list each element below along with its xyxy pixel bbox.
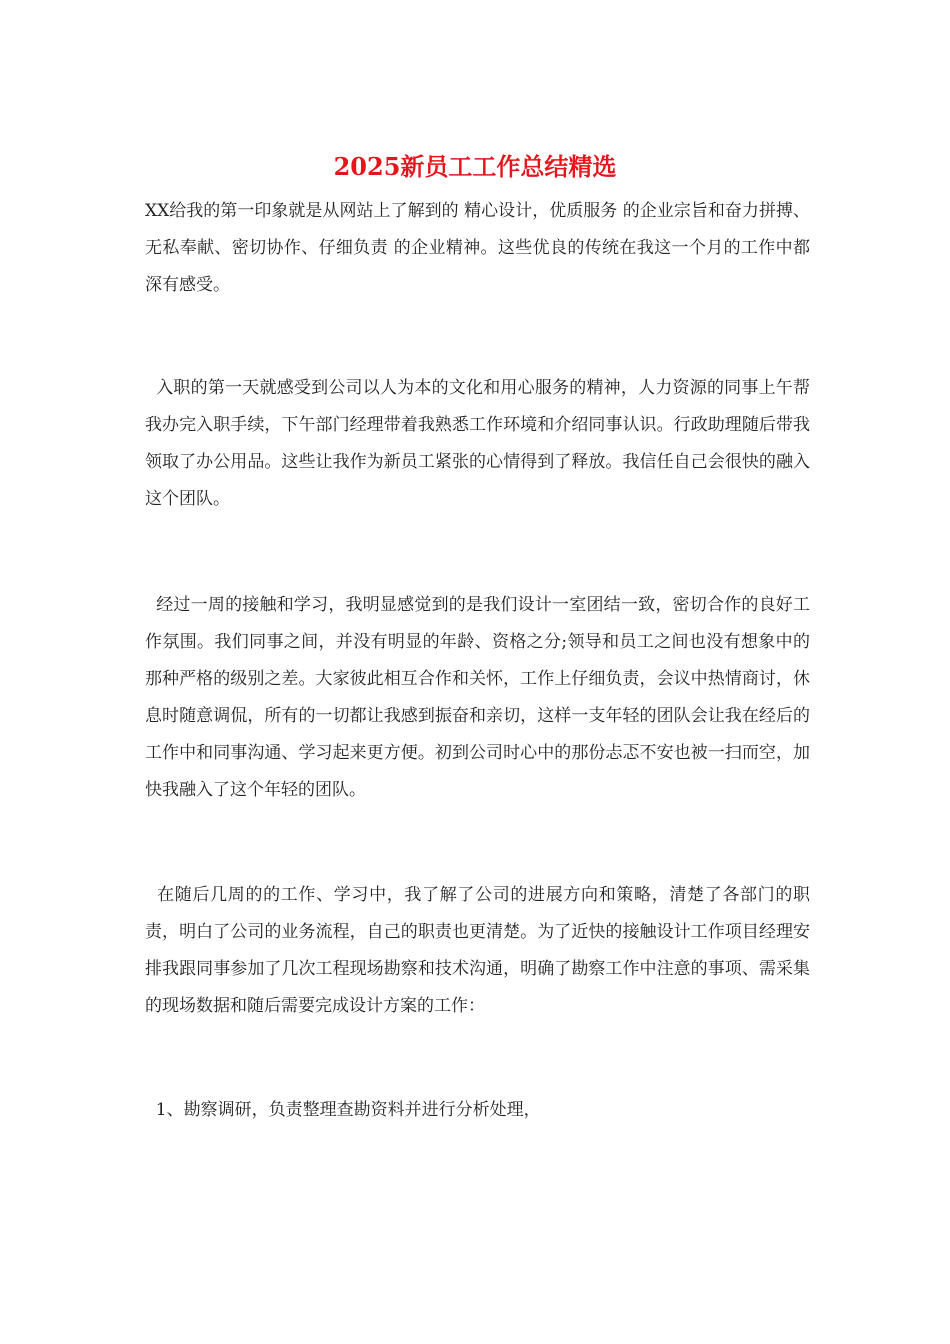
paragraph-list-item-1: 1、勘察调研，负责整理查勘资料并进行分析处理， <box>145 1100 541 1120</box>
paragraph-first-week: 经过一周的接触和学习，我明显感觉到的是我们设计一室团结一致，密切合作的良好工作氛围。我们同事之间，并没有明显的年龄、资格之分;领导和员工之间也没有想象中的那种严格的级别之差。大家彼此相互合作和关怀，工作上仔细负责，会议中热情商讨，休息时随意调侃，所有的一切都让我感到振奋和亲切，这样一支年轻的团队会让我在经后的工作中和同事沟通、学习起来更方便。初到公司时心中的那份忐忑不安也被一扫而空，加快我融入了这个年轻的团队。 <box>145 595 810 800</box>
paragraph-first-day: 入职的第一天就感受到公司以人为本的文化和用心服务的精神，人力资源的同事上午帮我办完入职手续，下午部门经理带着我熟悉工作环境和介绍同事认识。行政助理随后带我领取了办公用品。这些让我作为新员工紧张的心情得到了释放。我信任自己会很快的融入这个团队。 <box>145 378 810 509</box>
document-title: 2025新员工工作总结精选 <box>333 152 617 181</box>
paragraph-following-weeks: 在随后几周的的工作、学习中，我了解了公司的进展方向和策略，清楚了各部门的职责，明白了公司的业务流程，自己的职责也更清楚。为了近快的接触设计工作项目经理安排我跟同事参加了几次工程现场勘察和技术沟通，明确了勘察工作中注意的事项、需采集的现场数据和随后需要完成设计方案的工作： <box>145 885 810 1016</box>
paragraph-first-impression: XX给我的第一印象就是从网站上了解到的 精心设计，优质服务 的企业宗旨和奋力拼搏、无私奉献、密切协作、仔细负责 的企业精神。这些优良的传统在我这一个月的工作中都深有感受。 <box>145 201 810 295</box>
